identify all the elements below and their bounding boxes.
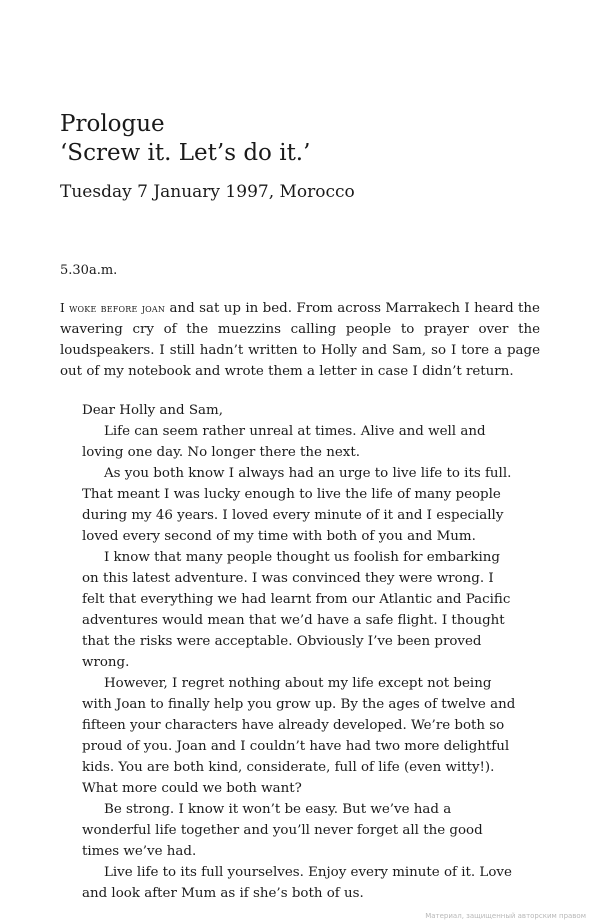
letter-paragraph: Live life to its full yourselves. Enjoy every minute of it. Love and look after Mum as if she’s both of us. (82, 865, 512, 901)
letter-paragraph: Life can seem rather unreal at times. Alive and well and loving one day. No longer there the next. (82, 424, 486, 460)
letter-paragraph: Be strong. I know it won’t be easy. But we’ve had a wonderful life together and you’ll never forget all the good times we’ve had. (82, 802, 483, 859)
letter (82, 400, 520, 904)
chapter-dateline: Tuesday 7 January 1997, Morocco (60, 182, 355, 202)
letter-paragraph: I know that many people thought us foolish for embarking on this latest adventure. I was convinced they were wrong. I felt that everything we had learnt from our Atlantic and Pacific adventures would mean that we’d have a safe flight. I thought that the risks were acceptable. Obviously I’ve been proved wrong. (82, 550, 511, 670)
chapter-title (60, 110, 310, 168)
chapter-quote: ‘Screw it. Let’s do it.’ (60, 140, 311, 166)
intro-body: and sat up in bed. From across Marrakech I heard the wavering cry of the muezzins calling people to prayer over the loudspeakers. I still hadn’t written to Holly and Sam, so I tore a page out of my notebook and wrote them a letter in case I didn’t return. (60, 301, 540, 379)
copyright-watermark: Материал, защищенный авторским правом (425, 912, 586, 920)
chapter-label: Prologue (60, 111, 165, 137)
letter-paragraph: As you both know I always had an urge to live life to its full. That meant I was lucky enough to live the life of many people during my 46 years. I loved every minute of it and I especially loved every second of my time with both of you and Mum. (82, 466, 512, 544)
intro-paragraph (60, 298, 540, 382)
letter-paragraph: However, I regret nothing about my life except not being with Joan to finally help you grow up. By the ages of twelve and fifteen your characters have already developed. We’re both so proud of you. Joan and I couldn’t have had two more delightful kids. You are both kind, considerate, full of life (even witty!). What more could we both want? (82, 676, 516, 796)
intro-lead-in: I woke before joan (60, 301, 166, 315)
letter-salutation: Dear Holly and Sam, (82, 403, 223, 418)
entry-time: 5.30a.m. (60, 263, 118, 278)
